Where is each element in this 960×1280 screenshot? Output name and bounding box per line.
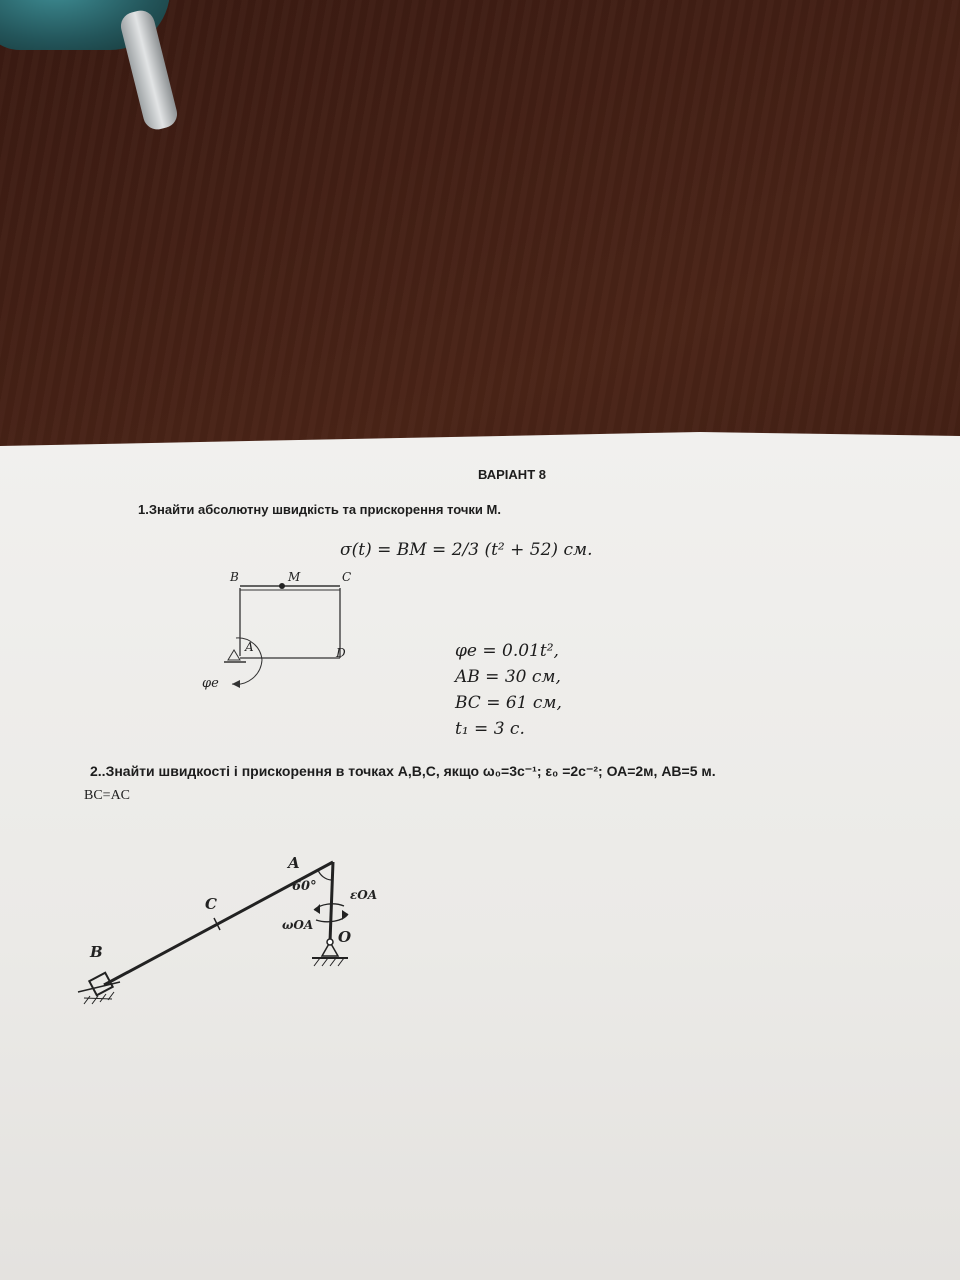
param-phi: φe = 0.01t², <box>455 641 559 661</box>
param-bc: BC = 61 см, <box>455 693 562 713</box>
angle-arc <box>318 870 331 880</box>
label-c2: C <box>205 895 217 913</box>
label-a2: A <box>288 854 300 872</box>
label-angle: 60° <box>292 879 317 894</box>
label-epsilon: εOA <box>350 888 378 902</box>
crank-oa <box>330 862 333 942</box>
label-m: M <box>288 570 301 584</box>
label-b: B <box>230 570 239 584</box>
label-o: O <box>338 928 352 946</box>
task2-statement-cont: BC=AC <box>84 788 131 803</box>
variant-title: ВАРІАНТ 8 <box>478 467 546 482</box>
label-c: C <box>342 570 352 584</box>
label-omega: ωOA <box>282 918 314 932</box>
label-d: D <box>336 646 346 660</box>
param-ab: AB = 30 см, <box>455 667 561 687</box>
task2-statement: 2..Знайти швидкості і прискорення в точках А,В,С, якщо ω₀=3с⁻¹; ε₀ =2с⁻²; ОА=2м, АВ=5 м. <box>90 763 716 779</box>
task1-formula: σ(t) = BM = 2/3 (t² + 52) см. <box>340 540 593 560</box>
task1-statement: 1.Знайти абсолютну швидкість та прискорення точки М. <box>138 502 501 517</box>
param-t1: t₁ = 3 с. <box>455 719 525 739</box>
label-a: A <box>245 640 254 654</box>
label-b2: B <box>90 943 103 961</box>
label-phi-e: φe <box>202 676 219 691</box>
